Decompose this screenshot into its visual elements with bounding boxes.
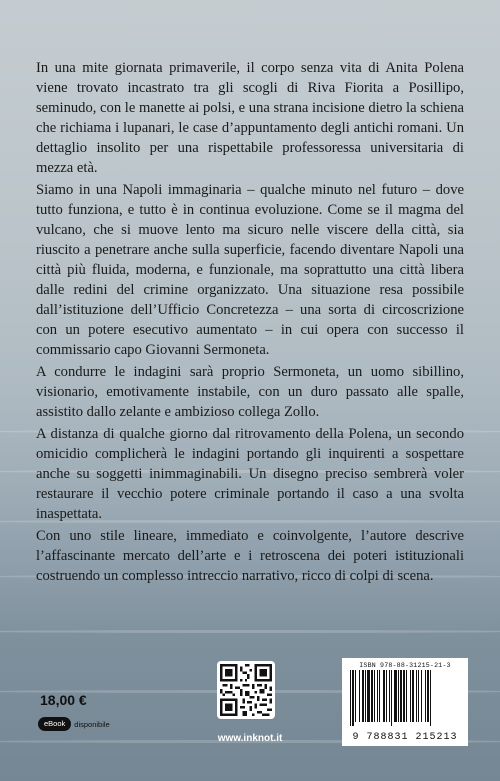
barcode-number: 9 788831 215213 (352, 732, 458, 743)
ebook-available-label: disponibile (74, 719, 110, 729)
blurb-paragraph: A condurre le indagini sarà proprio Sermoneta, un uomo sibillino, visionario, emotivamente instabile, con un duro passato alle spalle, assistito dallo zelante e ambizioso collega Zollo. (36, 364, 464, 420)
blurb-paragraph: Con uno stile lineare, immediato e coinvolgente, l’autore descrive l’affascinante mercato dell’arte e i retroscena dei poteri istituzionali costruendo un complesso intreccio narrativo, ricco di colpi di scena. (36, 528, 464, 584)
blurb-paragraph: Siamo in una Napoli immaginaria – qualche minuto nel futuro – dove tutto funziona, e tutto è in continua evoluzione. Come se il magma del vulcano, che si muove lento ma sicuro nelle viscere della città, sia riuscito a penetrare anche sulla superficie, facendo diventare Napoli una città più fluida, moderna, e funzionale, ma soprattutto una città libera dalle redini del crimine organizzato. Una situazione resa possibile dall’istituzione dell’Ufficio Concretezza – una sorta di circoscrizione con un potere esecutivo aumentato – in cui opera con successo il commissario capo Giovanni Sermoneta. (36, 182, 464, 358)
blurb-paragraph: A distanza di qualche giorno dal ritrovamento della Polena, un secondo omicidio complicherà le indagini portando gli inquirenti a sospettare anche su soggetti inimmaginabili. Un disegno preciso sembrerà voler restaurare il vecchio potere criminale portando il caso a una svolta inaspettata. (36, 426, 464, 522)
sea-wave (0, 630, 500, 633)
blurb-paragraph: In una mite giornata primaverile, il corpo senza vita di Anita Polena viene trovato incastrato tra gli scogli di Riva Fiorita a Posillipo, seminudo, con le manette ai polsi, e una strana incisione dietro la schiena che richiama i lupanari, le case d’appuntamento degli antichi romani. Un dettaglio insolito per una rispettabile professoressa universitaria di mezza età. (36, 60, 464, 176)
isbn-label: ISBN 978-88-31215-21-3 (359, 662, 451, 669)
isbn-barcode (342, 658, 468, 746)
qr-code-icon (217, 661, 275, 719)
barcode-bars-icon (348, 670, 462, 726)
price-label: 18,00 € (40, 692, 87, 708)
blurb-text (36, 58, 464, 588)
ebook-pill: eBook (38, 717, 71, 731)
website-link[interactable]: www.inknot.it (217, 733, 283, 744)
ebook-badge (38, 717, 110, 731)
